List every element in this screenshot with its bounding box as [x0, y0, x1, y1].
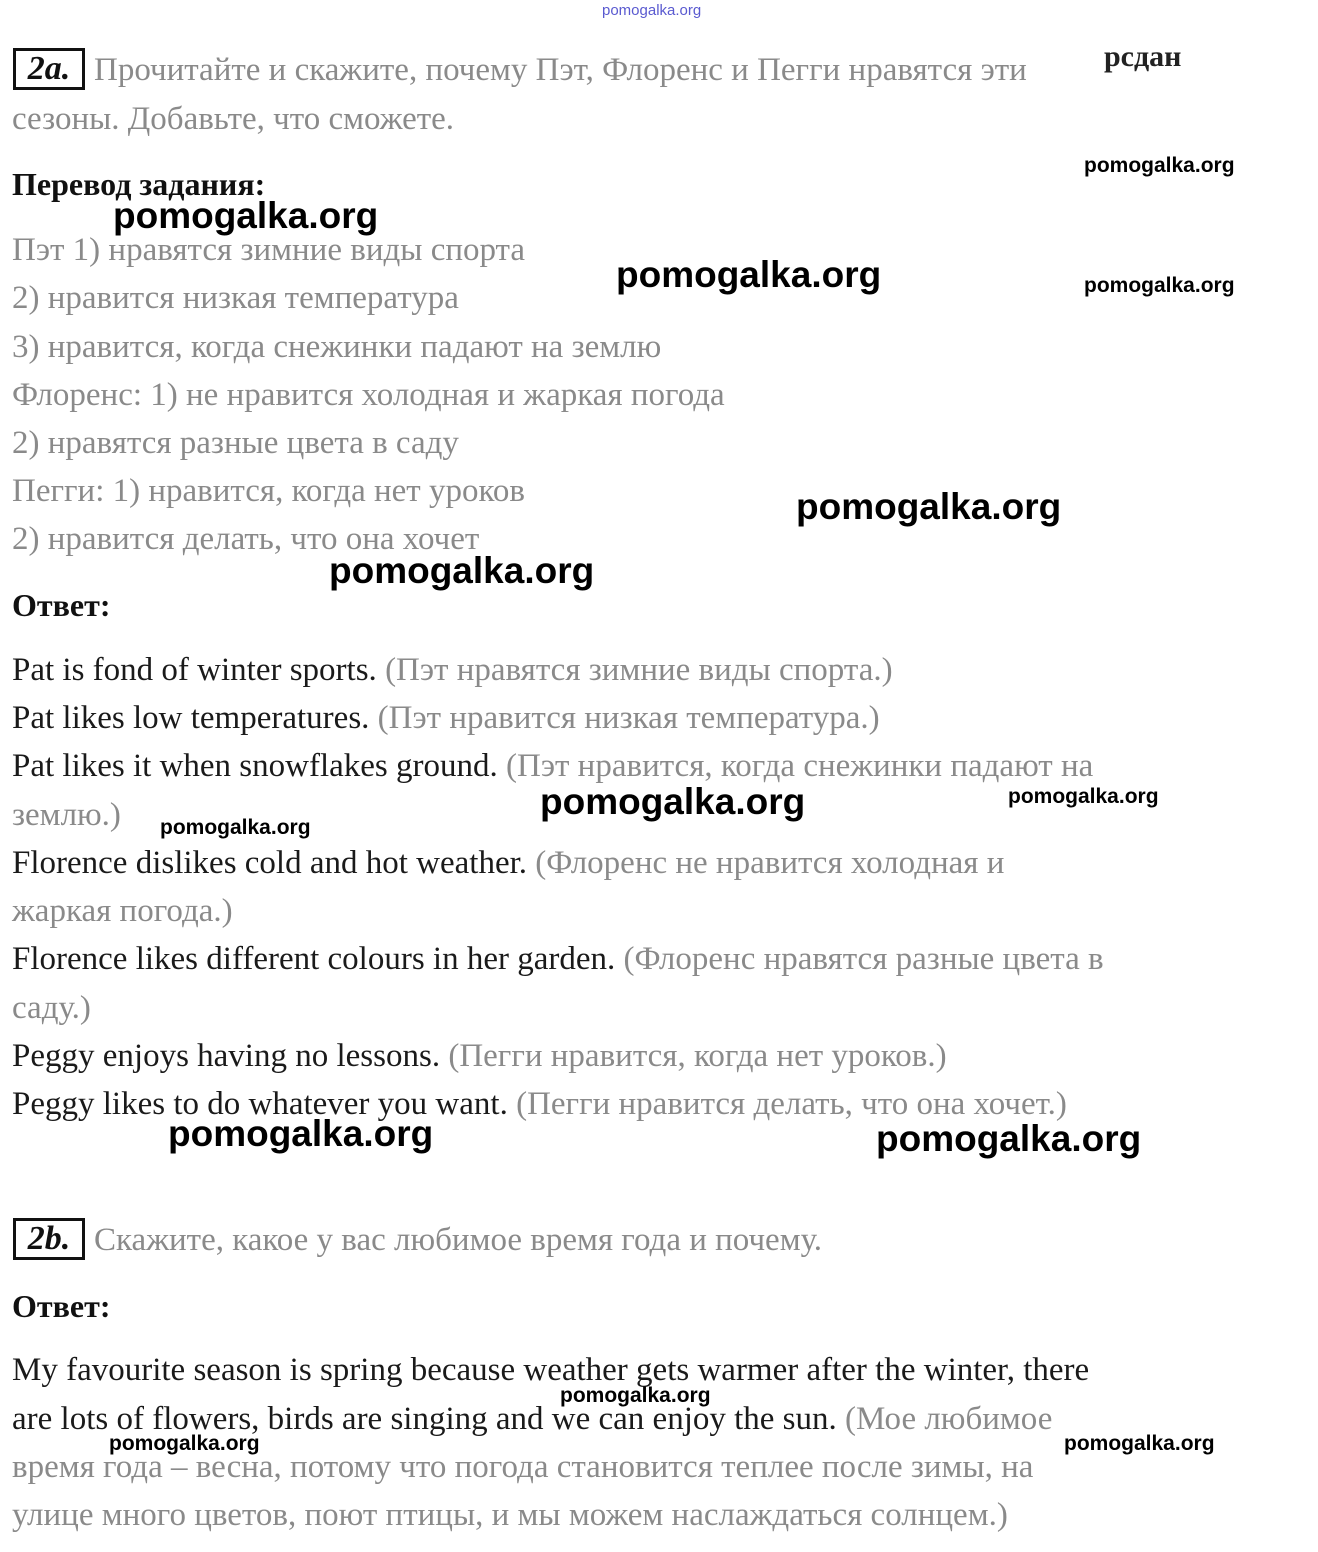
answer-sentence	[12, 939, 1104, 979]
watermark: pomogalka.org	[876, 1118, 1142, 1159]
answer-2b-en-line1: My favourite season is spring because weather gets warmer after the winter, there	[12, 1352, 1090, 1388]
watermark: pomogalka.org	[540, 781, 806, 822]
translation-heading: Перевод задания:	[12, 166, 266, 202]
answer-en: Florence likes different colours in her garden.	[12, 941, 616, 977]
answer-ru-continuation: саду.)	[12, 990, 91, 1026]
answer-2b-ru-line4: улице много цветов, поют птицы, и мы можем наслаждаться солнцем.)	[12, 1497, 1008, 1533]
answer-ru: (Пэт нравятся зимние виды спорта.)	[385, 652, 893, 688]
watermark: pomogalka.org	[796, 486, 1062, 527]
translation-line: 2) нравится низкая температура	[12, 280, 459, 316]
top-watermark: pomogalka.org	[602, 2, 702, 19]
watermark: pomogalka.org	[1064, 1432, 1215, 1455]
translation-line: Пегги: 1) нравится, когда нет уроков	[12, 473, 525, 509]
answer-en: Peggy enjoys having no lessons.	[12, 1038, 441, 1074]
translation-line: 2) нравятся разные цвета в саду	[12, 425, 459, 461]
translation-line: Флоренс: 1) не нравится холодная и жаркая погода	[12, 377, 725, 413]
answer-en: Florence dislikes cold and hot weather.	[12, 845, 528, 881]
answer-sentence	[12, 650, 893, 690]
task-2a-text-line2: сезоны. Добавьте, что сможете.	[12, 101, 455, 137]
corner-fragment: рсдан	[1104, 40, 1182, 73]
translation-line: Пэт 1) нравятся зимние виды спорта	[12, 232, 526, 268]
answer-en: Pat likes low temperatures.	[12, 700, 370, 736]
answer-en: Peggy likes to do whatever you want.	[12, 1086, 508, 1122]
answer-sentence	[12, 843, 1004, 883]
watermark: pomogalka.org	[560, 1384, 711, 1407]
answer-ru: (Пэт нравится низкая температура.)	[377, 700, 880, 736]
answer-sentence	[12, 698, 880, 738]
answer-ru: (Пегги нравится делать, что она хочет.)	[516, 1086, 1067, 1122]
watermark: pomogalka.org	[113, 195, 379, 236]
watermark: pomogalka.org	[168, 1113, 434, 1154]
answer-ru: (Пегги нравится, когда нет уроков.)	[448, 1038, 947, 1074]
watermark: pomogalka.org	[160, 816, 311, 839]
answer-ru: (Флоренс не нравится холодная и	[535, 845, 1005, 881]
task-2b-text: Скажите, какое у вас любимое время года и почему.	[94, 1222, 823, 1258]
answer-ru-continuation: жаркая погода.)	[12, 893, 233, 929]
translation-line: 2) нравится делать, что она хочет	[12, 521, 480, 557]
answer-ru: (Флоренс нравятся разные цвета в	[623, 941, 1104, 977]
translation-line: 3) нравится, когда снежинки падают на землю	[12, 329, 662, 365]
task-2a-badge: 2a.	[13, 48, 85, 90]
answer-2b-ru-line2: (Мое любимое	[845, 1401, 1053, 1437]
answer-2b-ru-line3: время года – весна, потому что погода становится теплее после зимы, на	[12, 1449, 1034, 1485]
answer-en: Pat is fond of winter sports.	[12, 652, 377, 688]
answer-sentence	[12, 746, 1093, 786]
answer-ru: (Пэт нравится, когда снежинки падают на	[506, 748, 1094, 784]
watermark: pomogalka.org	[1084, 274, 1235, 297]
answer-ru-continuation: землю.)	[12, 797, 121, 833]
watermark: pomogalka.org	[329, 550, 595, 591]
task-2a-text-line1: Прочитайте и скажите, почему Пэт, Флоренс и Пегги нравятся эти	[94, 52, 1027, 88]
answer-2b-heading: Ответ:	[12, 1288, 111, 1324]
watermark: pomogalka.org	[1084, 154, 1235, 177]
task-2b-badge: 2b.	[13, 1218, 85, 1260]
answer-2a-heading: Ответ:	[12, 587, 111, 623]
answer-en: Pat likes it when snowflakes ground.	[12, 748, 498, 784]
watermark: pomogalka.org	[109, 1432, 260, 1455]
answer-sentence	[12, 1036, 947, 1076]
watermark: pomogalka.org	[616, 254, 882, 295]
watermark: pomogalka.org	[1008, 785, 1159, 808]
answer-2b-en-line2: are lots of flowers, birds are singing and we can enjoy the sun.	[12, 1401, 837, 1437]
